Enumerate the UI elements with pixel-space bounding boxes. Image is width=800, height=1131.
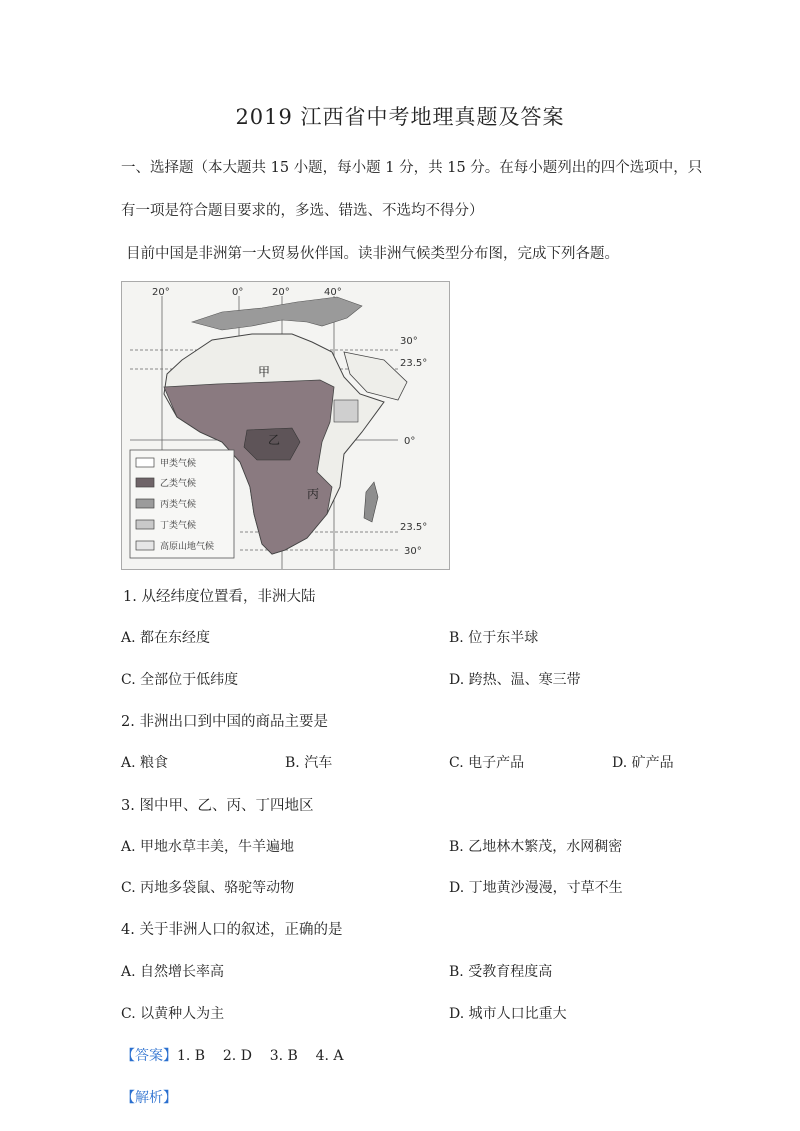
question-3-option-a: A. 甲地水草丰美，牛羊遍地 <box>121 839 295 855</box>
legend-label-plateau: 高原山地气候 <box>160 542 215 552</box>
lon-label-0: 0° <box>232 287 244 298</box>
madagascar <box>364 482 378 522</box>
answer-label: 【答案】 <box>121 1048 177 1064</box>
region-label-bing: 丙 <box>307 487 320 501</box>
question-2-option-b: B. 汽车 <box>285 755 333 771</box>
europe-landmass <box>192 297 362 330</box>
question-1-option-d: D. 跨热、温、寒三带 <box>449 672 581 688</box>
question-1-option-a: A. 都在东经度 <box>121 630 211 646</box>
region-label-yi: 乙 <box>268 433 281 447</box>
lat-label-23n: 23.5° <box>400 358 428 369</box>
question-2-stem: 2. 非洲出口到中国的商品主要是 <box>121 714 328 730</box>
legend-label-jia: 甲类气候 <box>160 459 197 469</box>
question-2-option-a: A. 粮食 <box>121 755 169 771</box>
question-4-option-b: B. 受教育程度高 <box>449 964 553 980</box>
lon-label-40e: 40° <box>324 287 342 298</box>
legend-swatch-bing <box>136 499 154 508</box>
lat-label-30s: 30° <box>404 546 422 557</box>
answer-line <box>121 1045 344 1065</box>
question-4-option-c: C. 以黄种人为主 <box>121 1006 225 1022</box>
question-3-option-d: D. 丁地黄沙漫漫，寸草不生 <box>449 880 623 896</box>
section-heading-line2: 有一项是符合题目要求的，多选、错选、不选均不得分） <box>121 203 484 219</box>
section-heading-line1: 一、选择题（本大题共 15 小题，每小题 1 分，共 15 分。在每小题列出的四个选项中，只 <box>121 160 703 176</box>
analysis-label: 【解析】 <box>121 1090 177 1106</box>
plateau-climate-area <box>334 400 358 422</box>
question-4-option-a: A. 自然增长率高 <box>121 964 225 980</box>
legend-swatch-plateau <box>136 541 154 550</box>
page-title: 2019 江西省中考地理真题及答案 <box>235 105 565 129</box>
lat-label-0: 0° <box>404 436 416 447</box>
question-3-option-c: C. 丙地多袋鼠、骆驼等动物 <box>121 880 295 896</box>
lat-label-30n: 30° <box>400 336 418 347</box>
answer-text: 1. B 2. D 3. B 4. A <box>177 1048 344 1064</box>
legend-swatch-ding <box>136 520 154 529</box>
question-4-option-d: D. 城市人口比重大 <box>449 1006 567 1022</box>
lat-label-23s: 23.5° <box>400 522 428 533</box>
question-3-option-b: B. 乙地林木繁茂，水网稠密 <box>449 839 623 855</box>
legend-label-bing: 丙类气候 <box>160 500 197 510</box>
africa-map-svg <box>122 282 449 569</box>
legend-swatch-yi <box>136 478 154 487</box>
legend-swatch-jia <box>136 458 154 467</box>
question-1-option-b: B. 位于东半球 <box>449 630 539 646</box>
question-4-stem: 4. 关于非洲人口的叙述，正确的是 <box>121 922 343 938</box>
lon-label-20e: 20° <box>272 287 290 298</box>
region-label-jia: 甲 <box>258 365 271 379</box>
legend-label-yi: 乙类气候 <box>160 479 197 489</box>
question-1-stem: 1. 从经纬度位置看，非洲大陆 <box>123 589 316 605</box>
question-2-option-c: C. 电子产品 <box>449 755 525 771</box>
africa-climate-map <box>121 281 450 570</box>
question-2-option-d: D. 矿产品 <box>612 755 674 771</box>
lon-label-20w: 20° <box>152 287 170 298</box>
question-3-stem: 3. 图中甲、乙、丙、丁四地区 <box>121 798 314 814</box>
question-1-option-c: C. 全部位于低纬度 <box>121 672 239 688</box>
intro-text: 目前中国是非洲第一大贸易伙伴国。读非洲气候类型分布图，完成下列各题。 <box>126 246 619 262</box>
legend-label-ding: 丁类气候 <box>160 521 197 531</box>
